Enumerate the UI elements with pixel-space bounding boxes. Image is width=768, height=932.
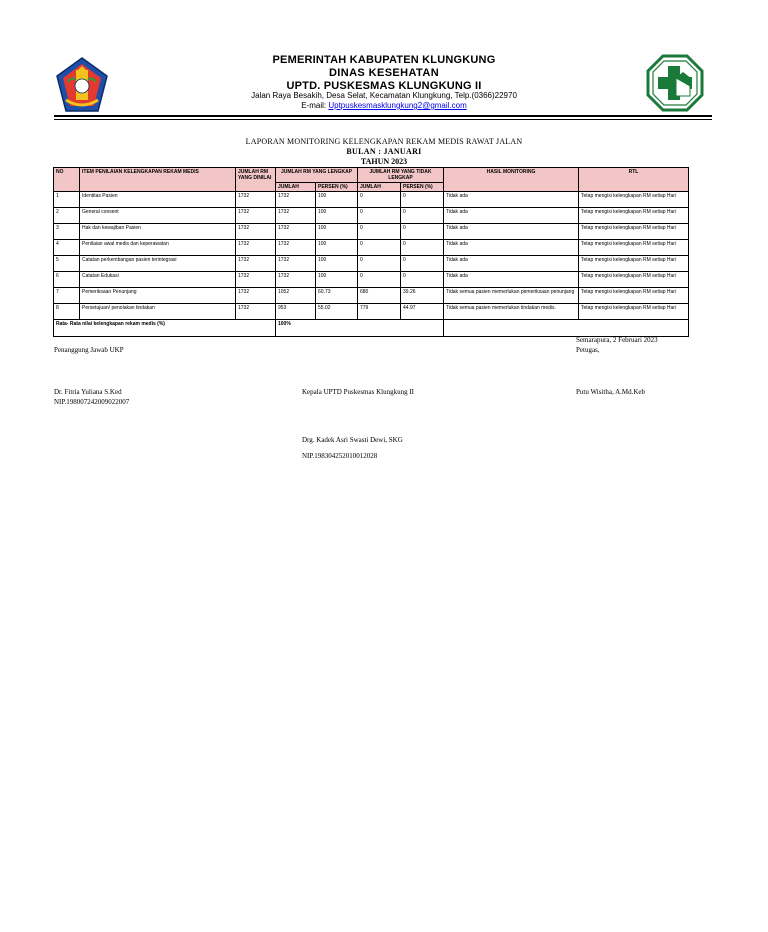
cell-item: Catatan perkembangan pasien terintegrasi [80, 256, 236, 272]
table-row [54, 208, 689, 224]
header-office: UPTD. PUSKESMAS KLUNGKUNG II [286, 80, 482, 92]
col-header-rtl: RTL [579, 168, 689, 192]
letterhead-rule-thick [54, 115, 712, 117]
cell-dinilai: 1732 [236, 208, 276, 224]
cell-dinilai: 1732 [236, 288, 276, 304]
average-label: Rata- Rata nilai kelengkapan rekam medis (%) [54, 320, 276, 337]
cell-item: Penilaian awal medis dan keperawatan [80, 240, 236, 256]
cell-tidak-persen: 44.97 [401, 304, 444, 320]
letterhead-rule-thin [54, 119, 712, 120]
cell-lengkap-jumlah: 1732 [276, 224, 316, 240]
cell-lengkap-jumlah: 1732 [276, 192, 316, 208]
cell-no: 1 [54, 192, 80, 208]
col-header-tidak-lengkap: JUMLAH RM YANG TIDAK LENGKAP [358, 168, 444, 183]
subheader-lengkap-jumlah: JUMLAH [276, 183, 316, 192]
cell-hasil: Tidak ada [444, 224, 579, 240]
cell-no: 3 [54, 224, 80, 240]
report-year: TAHUN 2023 [360, 157, 408, 166]
cell-hasil: Tidak ada [444, 192, 579, 208]
table-row [54, 192, 689, 208]
cell-lengkap-persen: 100 [316, 224, 358, 240]
cell-tidak-jumlah: 0 [358, 256, 401, 272]
cell-rtl: Tetap mengisi kelengkapan RM setiap Hari [579, 272, 689, 288]
header-government: PEMERINTAH KABUPATEN KLUNGKUNG [272, 54, 496, 66]
cell-tidak-jumlah: 779 [358, 304, 401, 320]
cell-tidak-persen: 0 [401, 208, 444, 224]
col-header-hasil: HASIL MONITORING [444, 168, 579, 192]
cell-tidak-jumlah: 0 [358, 224, 401, 240]
right-signatory-role: Petugas, [576, 346, 600, 354]
cell-tidak-persen: 0 [401, 240, 444, 256]
cell-tidak-persen: 39.26 [401, 288, 444, 304]
right-signatory-name: Putu Wisitha, A.Md.Keb [576, 388, 646, 396]
cell-hasil: Tidak ada [444, 208, 579, 224]
table-row [54, 288, 689, 304]
cell-lengkap-persen: 100 [316, 240, 358, 256]
cell-dinilai: 1732 [236, 304, 276, 320]
cell-tidak-persen: 0 [401, 224, 444, 240]
cell-no: 5 [54, 256, 80, 272]
table-row [54, 304, 689, 320]
cell-tidak-jumlah: 0 [358, 192, 401, 208]
cell-tidak-persen: 0 [401, 192, 444, 208]
cell-item: Catatan Edukasi [80, 272, 236, 288]
email-label: E-mail: [301, 101, 329, 110]
table-row [54, 240, 689, 256]
report-title: LAPORAN MONITORING KELENGKAPAN REKAM MEDIS RAWAT JALAN [245, 137, 523, 146]
cell-lengkap-persen: 60.73 [316, 288, 358, 304]
monitoring-table [53, 167, 689, 337]
cell-item: Pemeriksaan Penunjang [80, 288, 236, 304]
cell-lengkap-persen: 100 [316, 272, 358, 288]
subheader-tidak-jumlah: JUMLAH [358, 183, 401, 192]
cell-tidak-jumlah: 0 [358, 272, 401, 288]
cell-hasil: Tidak semua pasien memerlukan pemeriksaan penunjang [444, 288, 579, 304]
cell-hasil: Tidak ada [444, 272, 579, 288]
average-row [54, 320, 689, 337]
email-link[interactable]: Uptpuskesmasklungkung2@gmail.com [328, 101, 467, 110]
cell-lengkap-jumlah: 1052 [276, 288, 316, 304]
report-month: BULAN : JANUARI [346, 147, 422, 156]
col-header-jumlah-dinilai: JUMLAH RM YANG DINILAI [236, 168, 276, 192]
cell-tidak-jumlah: 0 [358, 208, 401, 224]
table-row [54, 272, 689, 288]
subheader-tidak-persen: PERSEN (%) [401, 183, 444, 192]
cell-no: 6 [54, 272, 80, 288]
cell-tidak-persen: 0 [401, 256, 444, 272]
cell-tidak-jumlah: 680 [358, 288, 401, 304]
cell-dinilai: 1732 [236, 224, 276, 240]
table-row [54, 224, 689, 240]
cell-item: General consent [80, 208, 236, 224]
header-email-line [0, 101, 768, 110]
cell-hasil: Tidak ada [444, 256, 579, 272]
cell-hasil: Tidak semua pasien memerlukan tindakan medis. [444, 304, 579, 320]
center-signatory-nip: NIP.198304252010012028 [302, 452, 378, 460]
col-header-no: NO [54, 168, 80, 192]
cell-rtl: Tetap mengisi kelengkapan RM setiap Hari [579, 224, 689, 240]
center-signatory-name: Drg. Kadek Asri Swasti Dewi, SKG [302, 436, 403, 444]
cell-lengkap-jumlah: 1732 [276, 240, 316, 256]
cell-no: 8 [54, 304, 80, 320]
cell-rtl: Tetap mengisi kelengkapan RM setiap Hari [579, 256, 689, 272]
cell-dinilai: 1732 [236, 256, 276, 272]
header-department: DINAS KESEHATAN [328, 67, 440, 79]
cell-lengkap-persen: 55.02 [316, 304, 358, 320]
cell-dinilai: 1732 [236, 192, 276, 208]
center-signatory-role: Kepala UPTD Puskesmas Klungkung II [302, 388, 414, 396]
cell-lengkap-jumlah: 953 [276, 304, 316, 320]
cell-rtl: Tetap mengisi kelengkapan RM setiap Hari [579, 208, 689, 224]
left-signatory-name: Dr. Fitria Yuliana S.Ked [54, 388, 122, 396]
cell-lengkap-jumlah: 1732 [276, 256, 316, 272]
col-header-item: ITEM PENILAIAN KELENGKAPAN REKAM MEDIS [80, 168, 236, 192]
header-address: Jalan Raya Besakih, Desa Selat, Kecamatan Klungkung, Telp.(0366)22970 [251, 91, 517, 100]
cell-hasil: Tidak ada [444, 240, 579, 256]
cell-dinilai: 1732 [236, 272, 276, 288]
cell-dinilai: 1732 [236, 240, 276, 256]
col-header-lengkap: JUMLAH RM YANG LENGKAP [276, 168, 358, 183]
cell-item: Hak dan kewajiban Pasien [80, 224, 236, 240]
table-row [54, 256, 689, 272]
cell-rtl: Tetap mengisi kelengkapan RM setiap Hari [579, 192, 689, 208]
cell-rtl: Tetap mengisi kelengkapan RM setiap Hari [579, 288, 689, 304]
cell-lengkap-jumlah: 1732 [276, 208, 316, 224]
cell-no: 7 [54, 288, 80, 304]
cell-lengkap-persen: 100 [316, 192, 358, 208]
cell-rtl: Tetap mengisi kelengkapan RM setiap Hari [579, 304, 689, 320]
cell-no: 4 [54, 240, 80, 256]
left-signatory-role: Penanggung Jawab UKP [54, 346, 124, 354]
cell-lengkap-jumlah: 1732 [276, 272, 316, 288]
cell-lengkap-persen: 100 [316, 256, 358, 272]
cell-tidak-persen: 0 [401, 272, 444, 288]
average-empty-cell [444, 320, 689, 337]
subheader-lengkap-persen: PERSEN (%) [316, 183, 358, 192]
left-signatory-nip: NIP.198007242009022007 [54, 398, 130, 406]
cell-lengkap-persen: 100 [316, 208, 358, 224]
signing-date: Semarapura, 2 Februari 2023 [576, 336, 658, 344]
cell-item: Identitas Pasien [80, 192, 236, 208]
cell-no: 2 [54, 208, 80, 224]
cell-item: Persetujuan/ penolakan tindakan [80, 304, 236, 320]
cell-rtl: Tetap mengisi kelengkapan RM setiap Hari [579, 240, 689, 256]
cell-tidak-jumlah: 0 [358, 240, 401, 256]
average-value: 100% [276, 320, 444, 337]
